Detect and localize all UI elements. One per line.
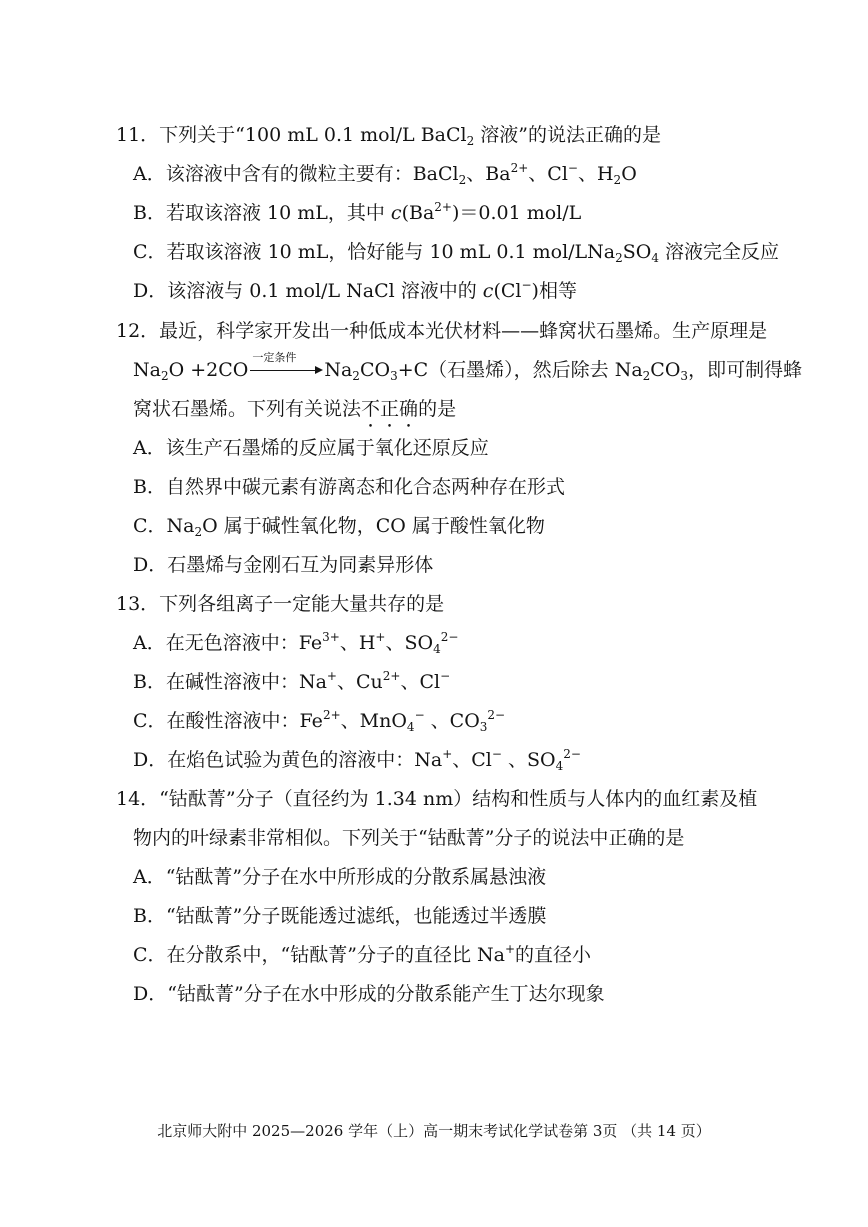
- reaction-condition-label: 一定条件: [252, 351, 297, 364]
- q14-option-a: A．“钴酞菁”分子在水中所形成的分散系属悬浊液: [133, 866, 547, 888]
- q11-option-d: D．该溶液与 0.1 mol/L NaCl 溶液中的 c(Cl−)相等: [133, 278, 577, 302]
- q13-option-a: A．在无色溶液中：$Fe^{3+}$、H+、$SO_4^{2-}$: [133, 630, 459, 656]
- q12-option-c: C．$Na_2O$ 属于碱性氧化物，CO 属于酸性氧化物: [133, 515, 545, 539]
- q14-option-b: B．“钴酞菁”分子既能透过滤纸，也能透过半透膜: [133, 905, 547, 927]
- q11-option-b: B．若取该溶液 10 mL，其中 $c(Ba^{2+})=0.01$ mol/L: [133, 200, 582, 224]
- q11-option-c: C．若取该溶液 10 mL，恰好能与 10 mL 0.1 mol/$LNa_2SO_4$ 溶液完全反应: [133, 241, 780, 265]
- q14-stem-line2: 物内的叶绿素非常相似。下列关于“钴酞菁”分子的说法中正确的是: [133, 827, 685, 849]
- q13-stem: 13．下列各组离子一定能大量共存的是: [116, 593, 445, 615]
- q14-option-d: D．“钴酞菁”分子在水中形成的分散系能产生丁达尔现象: [133, 983, 605, 1005]
- q14-option-c: C．在分散系中，“钴酞菁”分子的直径比 Na+的直径小: [133, 942, 592, 966]
- q12-option-a: A．该生产石墨烯的反应属于氧化还原反应: [133, 437, 489, 459]
- emphasis-dot-char: 正: [380, 398, 400, 420]
- q13-option-d: D．在焰色试验为黄色的溶液中：Na+、Cl− 、$SO_4^{2-}$: [133, 747, 581, 773]
- q12-option-b: B．自然界中碳元素有游离态和化合态两种存在形式: [133, 476, 565, 498]
- reaction-condition-arrow: [250, 351, 322, 381]
- q12-option-d: D．石墨烯与金刚石互为同素异形体: [133, 554, 434, 576]
- q12-stem-line2: $Na_2O +2CO$ 一定条件 $Na_2CO_3+C$（石墨烯），然后除去 $Na_2CO_3$，即可制得蜂: [133, 351, 803, 383]
- arrow-right-icon: [250, 370, 316, 371]
- emphasis-dot-char: 不: [361, 398, 381, 420]
- q12-stem-line3: 窝状石墨烯。下列有关说法不正确的是: [133, 398, 457, 420]
- q13-option-b: B．在碱性溶液中：Na+、$Cu^{2+}$、Cl−: [133, 669, 451, 693]
- q11-option-a: A．该溶液中含有的微粒主要有：BaCl$_2$、$Ba^{2+}$、Cl−、$H_2O$: [133, 161, 637, 187]
- q11-stem: 11．下列关于“100 mL 0.1 mol/L BaCl$_2$ 溶液”的说法正确的是: [116, 124, 662, 148]
- q12-stem-line1: 12．最近，科学家开发出一种低成本光伏材料——蜂窝状石墨烯。生产原理是: [116, 320, 768, 342]
- q13-option-c: C．在酸性溶液中：$Fe^{2+}$、MnO$_4$− 、$CO_3^{2-}$: [133, 708, 506, 734]
- page-footer: 北京师大附中 2025—2026 学年（上）高一期末考试化学试卷第 3页 （共 14 页）: [157, 1122, 711, 1140]
- q14-stem-line1: 14．“钴酞菁”分子（直径约为 1.34 nm）结构和性质与人体内的血红素及植: [116, 788, 758, 810]
- emphasis-dot-char: 确: [399, 398, 419, 420]
